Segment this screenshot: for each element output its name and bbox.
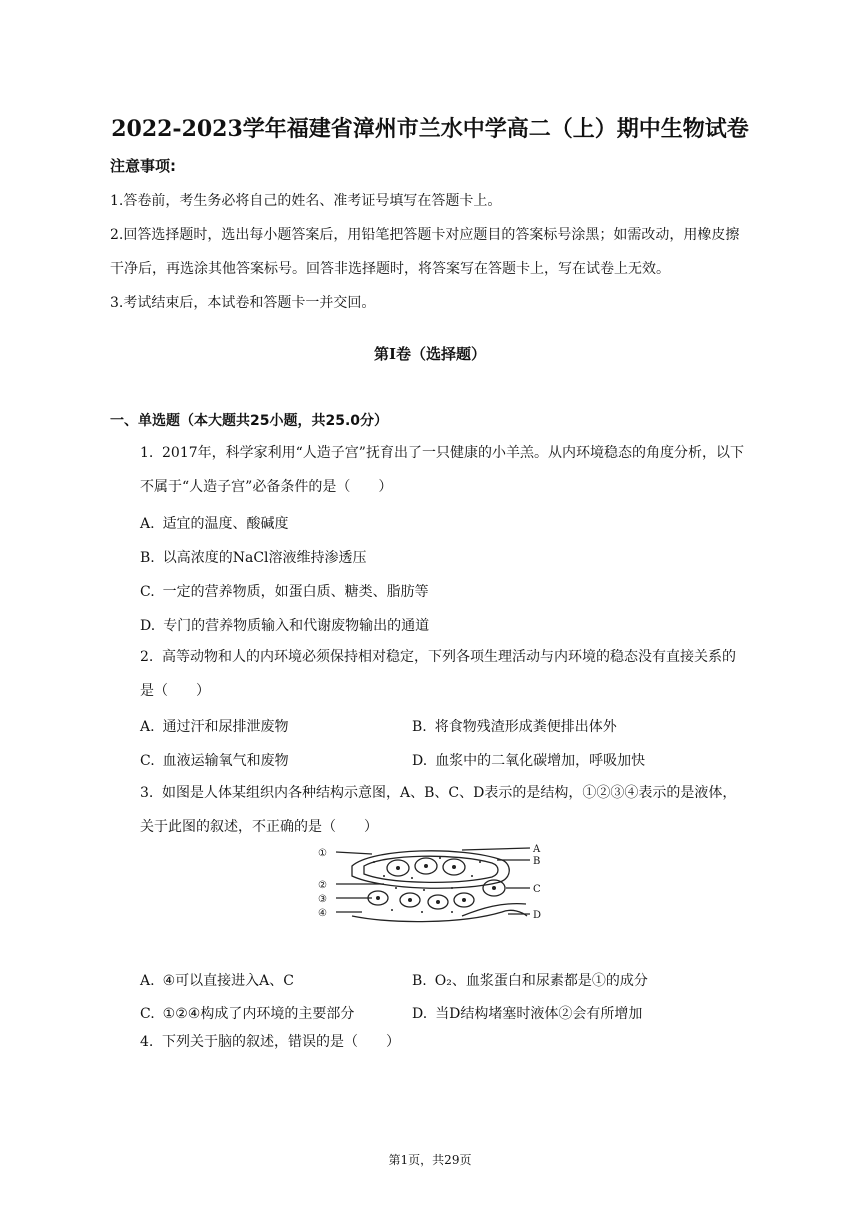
question-1 xyxy=(140,436,748,504)
option-3c: C. ①②④构成了内环境的主要部分 xyxy=(140,1006,355,1022)
option-2b: B. 将食物残渣形成粪便排出体外 xyxy=(412,719,617,735)
figure-label-2: ② xyxy=(318,880,327,891)
option-2a: A. 通过汗和尿排泄废物 xyxy=(140,719,289,735)
question-text: 下列关于脑的叙述，错误的是（ ） xyxy=(162,1034,400,1050)
figure-label-b: B xyxy=(533,856,541,867)
question-2 xyxy=(140,640,748,708)
notice-item-2: 2.回答选择题时，选出每小题答案后，用铅笔把答题卡对应题目的答案标号涂黑；如需改动，用橡皮擦干净后，再选涂其他答案标号。回答非选择题时，将答案写在答题卡上，写在试卷上无效。 xyxy=(110,227,740,277)
page-footer: 第1页，共29页 xyxy=(388,1153,472,1167)
option-1d: D. 专门的营养物质输入和代谢废物输出的通道 xyxy=(140,618,430,634)
figure-label-a: A xyxy=(533,844,541,855)
figure-label-3: ③ xyxy=(318,894,327,905)
exam-title: 2022-2023学年福建省漳州市兰水中学高二（上）期中生物试卷 xyxy=(111,116,749,142)
notice-heading: 注意事项: xyxy=(110,157,176,175)
question-4 xyxy=(140,1025,748,1059)
question-text: 如图是人体某组织内各种结构示意图，A、B、C、D表示的是结构，①②③④表示的是液体，关于此图的叙述，不正确的是（ ） xyxy=(140,785,737,835)
figure-label-4: ④ xyxy=(318,908,327,919)
option-2d: D. 血浆中的二氧化碳增加，呼吸加快 xyxy=(412,753,646,769)
question-3 xyxy=(140,776,748,844)
option-1c: C. 一定的营养物质，如蛋白质、糖类、脂肪等 xyxy=(140,584,429,600)
question-number: 4. xyxy=(140,1034,154,1050)
section-title: 第I卷（选择题） xyxy=(373,345,487,363)
option-3b: B. O₂、血浆蛋白和尿素都是①的成分 xyxy=(412,973,648,989)
part-title: 一、单选题（本大题共25小题，共25.0分） xyxy=(110,413,389,429)
question-text: 高等动物和人的内环境必须保持相对稳定，下列各项生理活动与内环境的稳态没有直接关系的是（ ） xyxy=(140,649,736,699)
figure-label-d: D xyxy=(533,910,542,921)
figure-label-c: C xyxy=(533,884,541,895)
notice-item-3: 3.考试结束后，本试卷和答题卡一并交回。 xyxy=(110,295,376,311)
option-2c: C. 血液运输氧气和废物 xyxy=(140,753,289,769)
tissue-structure-diagram xyxy=(312,842,548,926)
notice-item-1: 1.答卷前，考生务必将自己的姓名、准考证号填写在答题卡上。 xyxy=(110,193,502,209)
question-number: 1. xyxy=(140,445,154,461)
question-number: 2. xyxy=(140,649,154,665)
question-number: 3. xyxy=(140,785,154,801)
figure-label-1: ① xyxy=(318,848,327,859)
option-1a: A. 适宜的温度、酸碱度 xyxy=(140,516,289,532)
option-3d: D. 当D结构堵塞时液体②会有所增加 xyxy=(412,1006,643,1022)
option-3a: A. ④可以直接进入A、C xyxy=(140,973,294,989)
question-text: 2017年，科学家利用“人造子宫”抚育出了一只健康的小羊羔。从内环境稳态的角度分析，以下不属于“人造子宫”必备条件的是（ ） xyxy=(140,445,744,495)
option-1b: B. 以高浓度的NaCl溶液维持渗透压 xyxy=(140,550,367,566)
